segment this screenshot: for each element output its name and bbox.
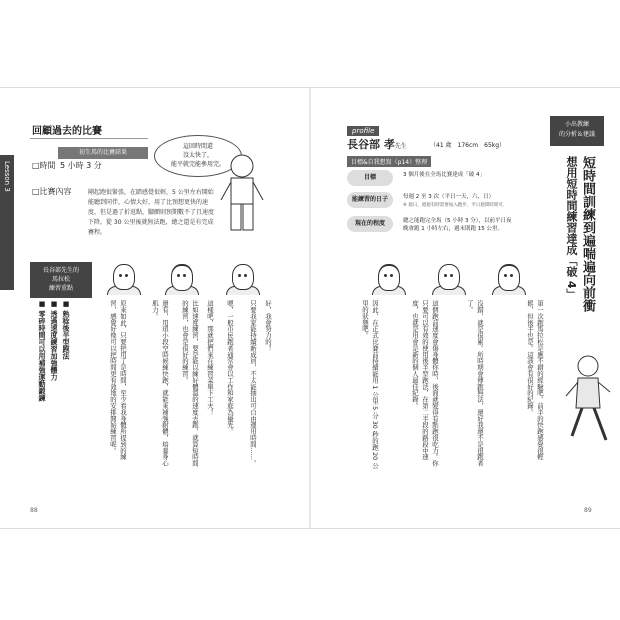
dialogue-text: 好，我會努力的！ bbox=[264, 300, 272, 352]
tip-item: ■ 透過速度練習加強體力 bbox=[50, 300, 58, 381]
info-label: 現在的程度 bbox=[347, 216, 393, 232]
dialogue-text: 還有，用瑣小段空時候練快跑，就能來補強耐體，培養身心肌力。 bbox=[151, 300, 169, 467]
dialogue-text: 這個跑前速度會傷身體你時，後面就變得有點跑很吃力。你只要可以有效的使用後半型跑法，在第二半段的路段中速度，也就是用會是新的個人最佳紀錄。 bbox=[411, 300, 439, 467]
time-value: 5 小時 3 分 bbox=[60, 161, 102, 170]
tip-item: ■ 熟稔後半型跑法 bbox=[62, 300, 70, 360]
info-note: ※ 週日，週週有時需要加入跑步，平日週間時間可。 bbox=[403, 203, 508, 208]
content-label: □比賽內容 bbox=[32, 187, 72, 196]
page-gutter bbox=[309, 88, 311, 528]
bubble-text: 這回時間還 沒太快了， 能平就完能參用完。 bbox=[170, 143, 225, 168]
tip-list bbox=[36, 300, 72, 440]
profile-subheading: 目標&自我想寫（p14）整理 bbox=[347, 156, 431, 167]
page-number: 88 bbox=[30, 507, 38, 514]
coach-banner bbox=[550, 116, 604, 146]
info-value bbox=[403, 193, 513, 210]
review-heading: 回顧過去的比賽 bbox=[32, 126, 102, 137]
dialogue-text: 比如速度練習，要是能以練好體溫的速度去跑，就算短時間的練習，也會是很好的練習。 bbox=[181, 300, 199, 467]
face-icon bbox=[432, 262, 464, 292]
chapter-subtitle: 短時間訓練到遍喘遍向前衝 bbox=[580, 156, 595, 312]
tip-box-text: 長谷部先生的 馬拉松 練習重點 bbox=[42, 267, 79, 292]
face-icon bbox=[492, 262, 524, 292]
profile-name bbox=[347, 136, 407, 152]
dialogue-text: 沒錯，就是很累。所時期會傳跑無法，還好我還不是很跑者了。 bbox=[466, 300, 484, 467]
face-icon bbox=[165, 262, 197, 292]
profile-tag: profile bbox=[347, 126, 379, 136]
name-text: 長谷部 孝 bbox=[347, 138, 395, 151]
chapter-title: 想用短時間練習達成「破 4」 bbox=[565, 156, 578, 300]
review-divider bbox=[30, 138, 148, 139]
dialogue-text: 第一次跑馬拉松是應不錯的經驗吧。前半的快跑感覺很輕鬆，但後半也是。這該會有很好的紀錄。 bbox=[526, 300, 544, 460]
face-icon bbox=[226, 262, 258, 292]
info-value-text: 每週 2 至 3 次（平日一天，六、日） bbox=[403, 194, 494, 200]
lesson-tab bbox=[0, 155, 14, 290]
dialogue-text: 原來如此，只要把用了是時間，至少看我身體所提到的練習，感覺好像可以把時間更有效地的安排開始練習呢。 bbox=[109, 300, 127, 460]
page-number: 89 bbox=[584, 507, 592, 514]
lesson-label: Lesson 3 bbox=[3, 161, 11, 192]
face-icon bbox=[372, 262, 404, 292]
dialogue-text: 這樣吧，那就把們來在練習菜單下工夫！ bbox=[206, 300, 214, 416]
tip-item: ■ 零碎時間可以用補強運動鍛鍊 bbox=[38, 300, 46, 402]
dialogue-text: 只要我家能持續新成員，不太能抽出可自由運用時間……。 bbox=[249, 300, 257, 467]
profile-meta: （41 歲 176cm 65kg） bbox=[430, 142, 506, 149]
name-suffix: 先生 bbox=[394, 143, 407, 150]
content-description: 剛起跑很緊張，在踏感覺很輕，5 公里左右開始能聽到同伴，心情大好，用了比預想更快的速度，但是過了折返點，腳顫則預期數不了且速度下降。從 30 公里後就無法跑，總之還是有完成賽程。 bbox=[88, 189, 215, 236]
dialogue-text: 因此，在正式比賽前持續能用 1 公里 5 分 30 秒的跑 20 公里的狀態吧。 bbox=[361, 300, 379, 469]
info-value: 3 個月後在全馬比賽達成「破 4」 bbox=[403, 172, 485, 178]
face-icon bbox=[107, 262, 139, 292]
caption-box: 初生馬的比賽結果 bbox=[58, 147, 148, 159]
tip-box bbox=[30, 262, 92, 298]
info-value: 總之能跑完全馬（5 小時 3 分），以前平日夜晚會跑 1 小時左右，週末則跑 15 公里。 bbox=[403, 218, 512, 232]
time-label: □時間 bbox=[32, 161, 56, 170]
dialogue-text: 嗯，一般市民跑者通常會以工作和家庭為優先。 bbox=[226, 300, 234, 435]
runner-illustration bbox=[212, 150, 272, 235]
info-label: 目標 bbox=[347, 170, 393, 186]
running-man-illustration bbox=[560, 350, 615, 450]
info-label: 能練習的日子 bbox=[347, 192, 393, 208]
banner-text: 小出教練 的分析＆建議 bbox=[558, 121, 595, 138]
